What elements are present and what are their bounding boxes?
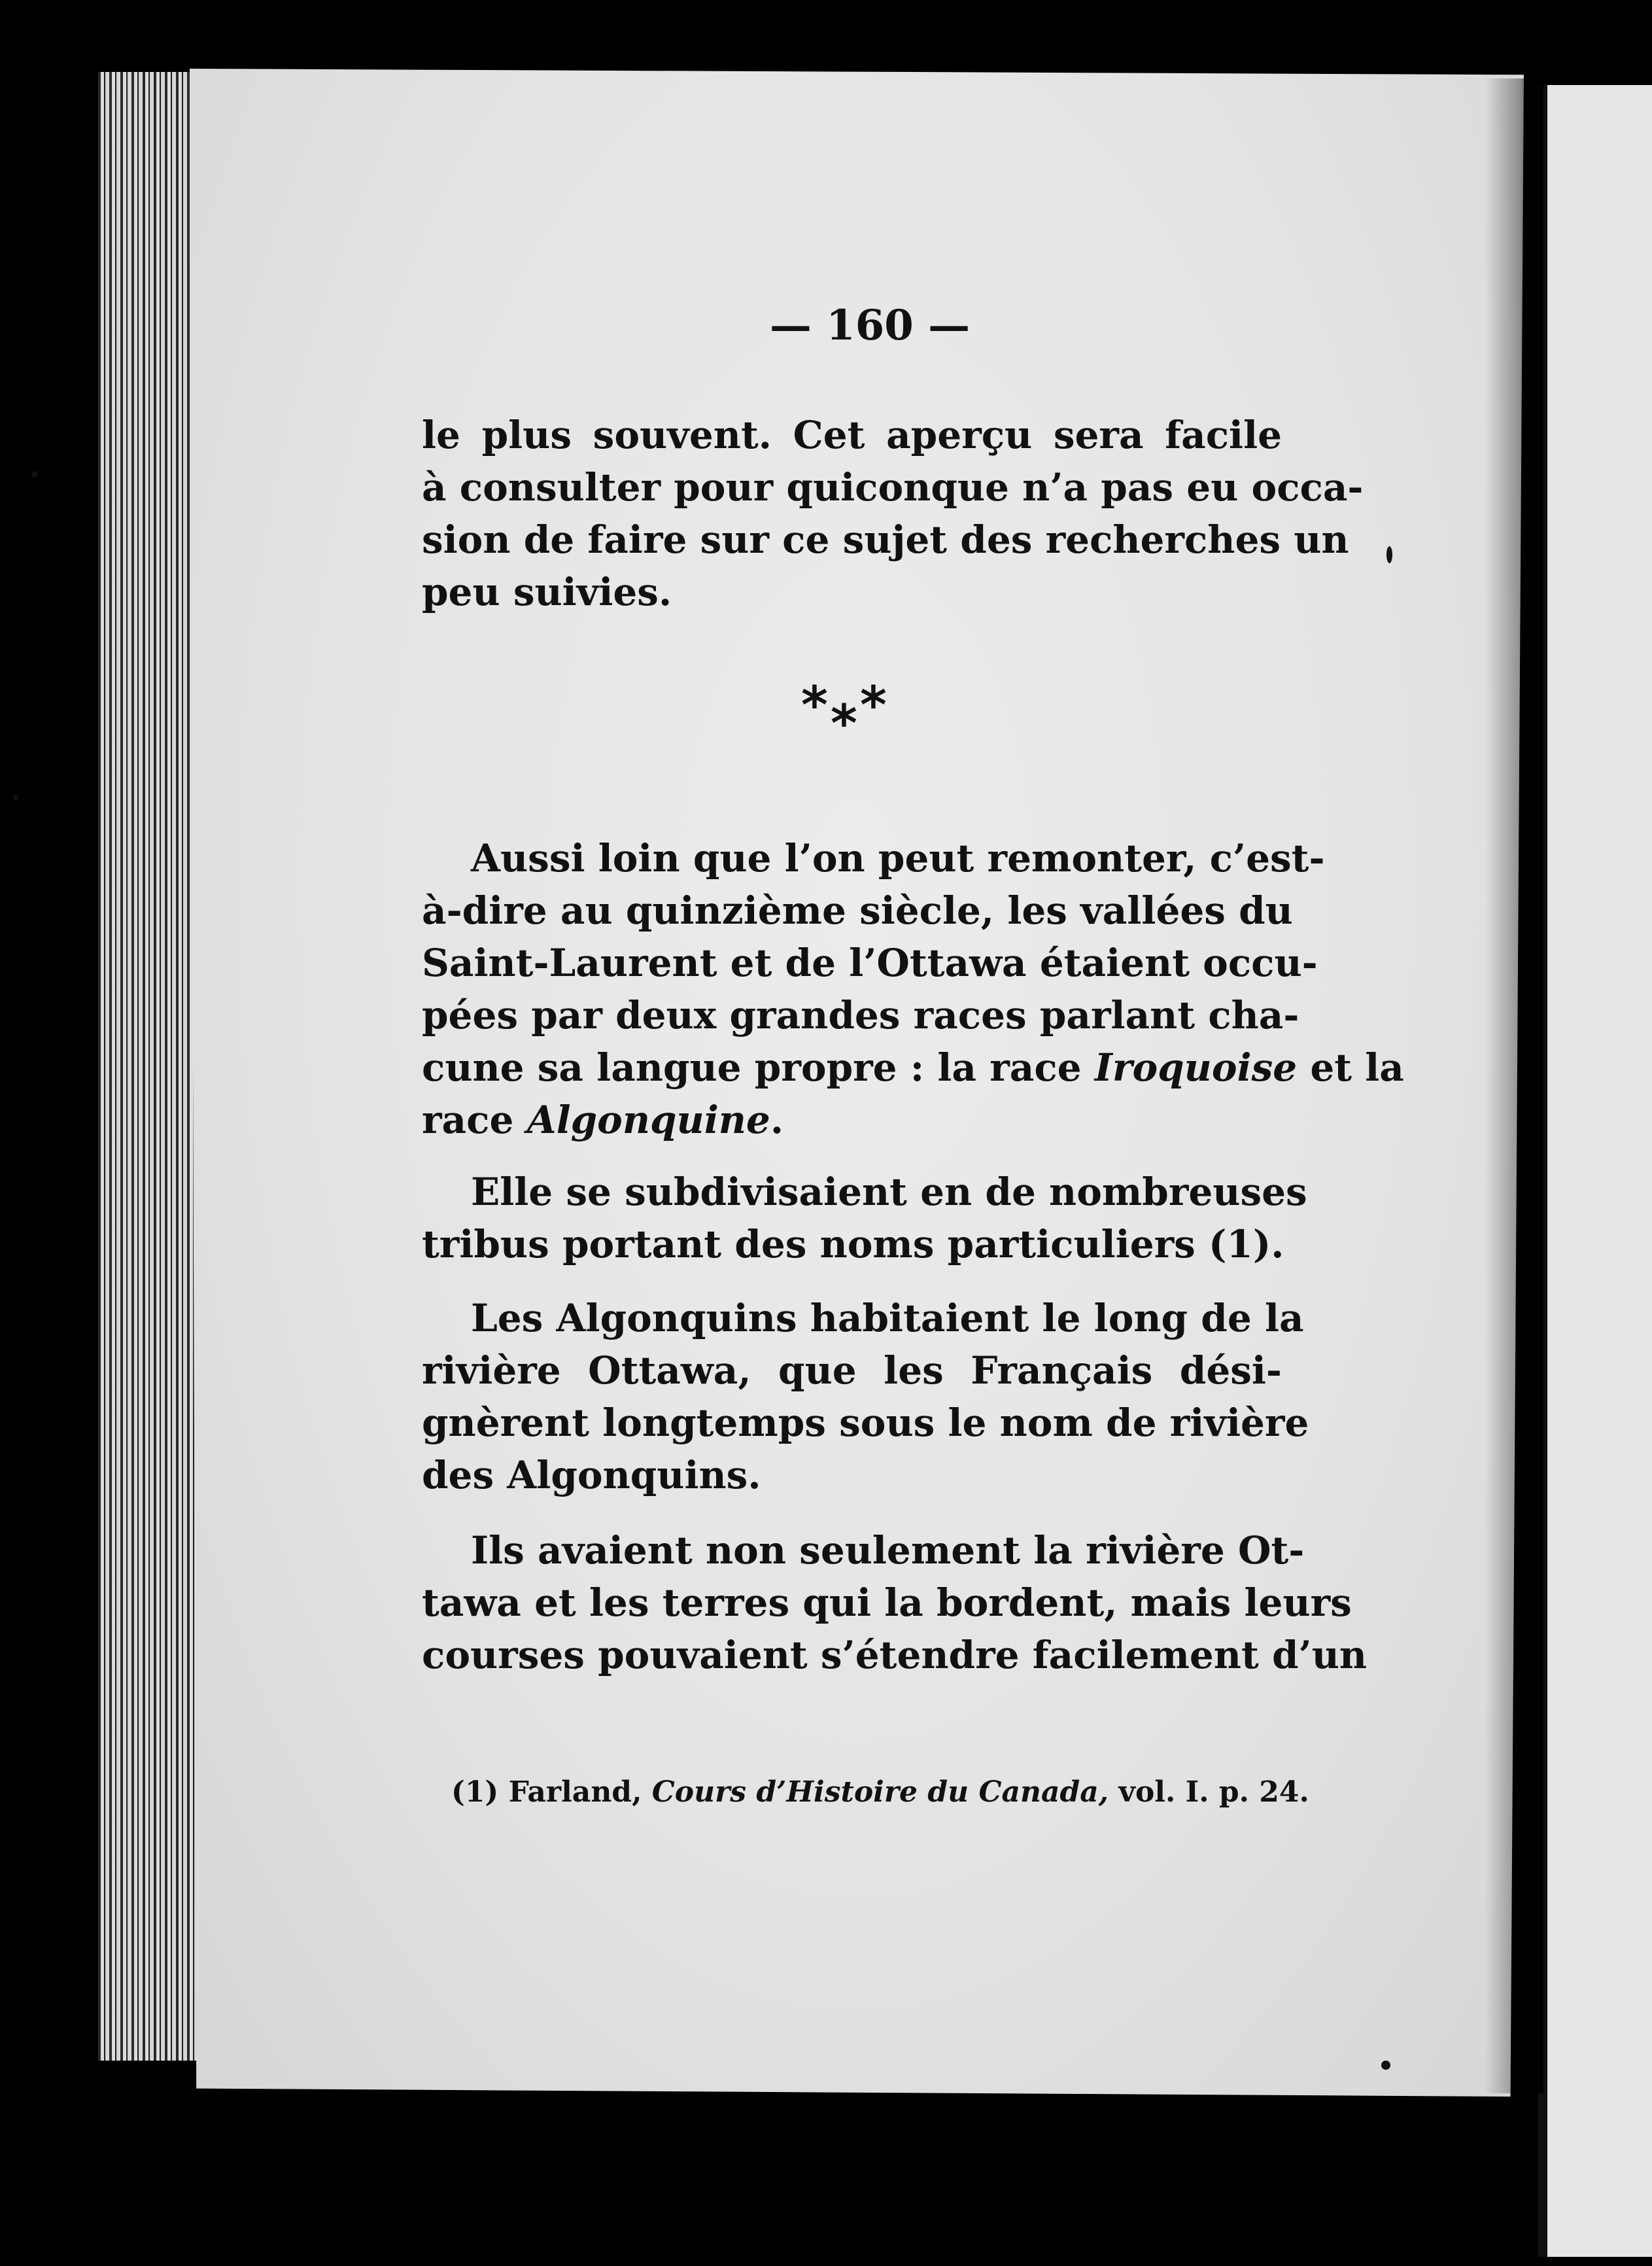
section-separator-asterism <box>795 676 899 754</box>
footnote-text: (1) Farland, <box>451 1775 652 1809</box>
text-line: courses pouvaient s’étendre facilement d’un <box>422 1633 1368 1677</box>
text-line: des Algonquins. <box>422 1453 761 1497</box>
paragraph-4 <box>422 1292 1309 1501</box>
paragraph-1 <box>422 409 1364 618</box>
text-line: pées par deux grandes races parlant cha- <box>422 993 1299 1037</box>
text-run: race <box>422 1098 527 1142</box>
text-line: à consulter pour quiconque n’a pas eu occa- <box>422 465 1364 510</box>
footnote <box>451 1773 1309 1812</box>
text-line: le plus souvent. Cet aperçu sera facile <box>422 413 1282 457</box>
text-line: peu suivies. <box>422 570 672 614</box>
text-line: rivière Ottawa, que les Français dési- <box>422 1348 1282 1393</box>
asterisk: * <box>860 676 887 735</box>
text-line: tawa et les terres qui la bordent, mais leurs <box>422 1580 1352 1625</box>
page-number: — 160 — <box>769 301 971 350</box>
text-line: tribus portant des noms particuliers (1). <box>422 1222 1284 1266</box>
text-line: Aussi loin que l’on peut remonter, c’est- <box>471 836 1325 880</box>
text-line: gnèrent longtemps sous le nom de rivière <box>422 1401 1309 1445</box>
footnote-text: vol. I. p. 24. <box>1109 1775 1309 1809</box>
page-edges <box>98 72 203 2061</box>
paragraph-5 <box>422 1524 1368 1681</box>
ink-speck <box>13 795 18 800</box>
ink-speck <box>31 471 38 478</box>
text-line: Elle se subdivisaient en de nombreuses <box>471 1170 1307 1214</box>
text-run: cune sa langue propre : la race <box>422 1045 1095 1090</box>
paragraph-2 <box>422 832 1404 1146</box>
gutter-shadow <box>1485 78 1543 2093</box>
text-line: sion de faire sur ce sujet des recherches un <box>422 517 1349 562</box>
footnote-title: Cours d’Histoire du Canada, <box>651 1775 1109 1809</box>
asterisk: * <box>801 676 828 735</box>
asterisk: * <box>831 695 857 754</box>
next-page-edge <box>1538 85 1652 2257</box>
text-line: à-dire au quinzième siècle, les vallées du <box>422 888 1293 933</box>
text-line: Les Algonquins habitaient le long de la <box>471 1296 1304 1340</box>
italic-text: Iroquoise <box>1094 1045 1298 1090</box>
text-line: Saint-Laurent et de l’Ottawa étaient occu- <box>422 941 1318 985</box>
text-run: . <box>770 1098 784 1142</box>
text-line: Ils avaient non seulement la rivière Ot- <box>471 1528 1305 1573</box>
ink-speck <box>1386 546 1392 563</box>
text-line <box>422 1041 1404 1094</box>
paragraph-3 <box>422 1166 1307 1270</box>
italic-text: Algonquine <box>526 1098 770 1142</box>
ink-speck <box>1381 2061 1390 2070</box>
text-run: et la <box>1297 1045 1404 1090</box>
text-line <box>422 1094 1282 1146</box>
